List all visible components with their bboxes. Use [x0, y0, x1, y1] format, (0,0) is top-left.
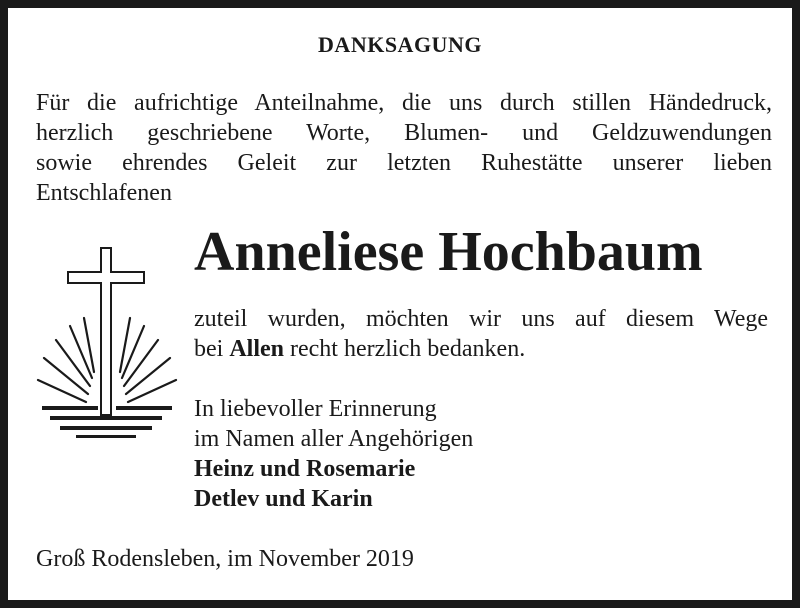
signatory-name: Heinz und Rosemarie — [194, 456, 416, 482]
cross-with-rays-icon — [32, 240, 182, 440]
thanks-line: zuteil wurden, möchten wir uns auf diesem Wege — [194, 306, 768, 332]
thanks-paragraph — [194, 304, 768, 364]
thanks-emphasis: Allen — [229, 336, 284, 362]
thanks-line — [194, 334, 768, 364]
deceased-name: Anneliese Hochbaum — [194, 221, 703, 283]
intro-line: herzlich geschriebene Worte, Blumen- und Geldzuwendungen — [36, 120, 772, 146]
thanks-text: recht herzlich bedanken. — [284, 336, 526, 362]
signoff-line: In liebevoller Erinnerung — [194, 396, 437, 422]
signoff-block — [194, 394, 754, 514]
intro-line: Für die aufrichtige Anteilnahme, die uns durch stillen Händedruck, — [36, 90, 772, 116]
intro-line: sowie ehrendes Geleit zur letzten Ruhestätte unserer lieben — [36, 150, 772, 176]
notice-heading: DANKSAGUNG — [318, 32, 482, 57]
signoff-line: im Namen aller Angehörigen — [194, 426, 474, 452]
thanks-text: bei — [194, 336, 230, 362]
place-date: Groß Rodensleben, im November 2019 — [36, 546, 414, 572]
intro-line: Entschlafenen — [36, 180, 172, 206]
signatory-name: Detlev und Karin — [194, 486, 373, 512]
intro-paragraph — [36, 88, 772, 208]
obituary-notice — [8, 8, 792, 600]
